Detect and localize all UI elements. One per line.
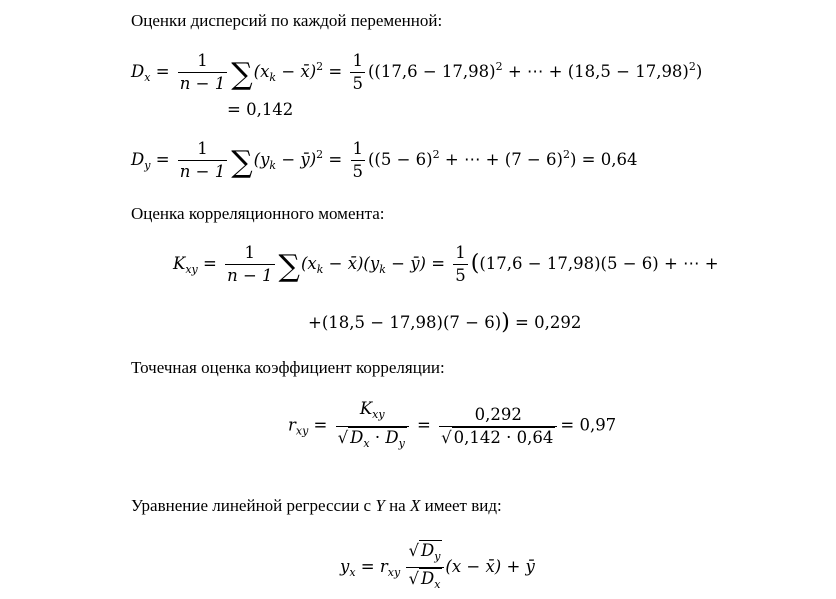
dy-expr-mid: + ⋯ + (7 − 6)	[439, 150, 563, 169]
kxy-term2-rest: − ȳ) =	[385, 254, 446, 273]
dx-frac5-den: 5	[352, 74, 363, 93]
sqrt-icon: √ $D_x$	[408, 568, 442, 595]
rxy-frac-den	[336, 427, 409, 454]
reg-frac-den	[406, 568, 444, 595]
formula-dx: $D_x$ = $\frac{1}{n - 1}$ $\sum(x_k$ − x̄)$^2$ = $\frac{1}{5}$ ($(17,6 - 17,98)^2$ + ⋯ + $(18,5 - 17,98)^2$)	[131, 51, 703, 93]
sqrt-icon: √ $D_x \cdot D_y$	[338, 427, 407, 454]
heading-regression	[131, 496, 502, 516]
dx-var: D	[131, 62, 145, 81]
h4-y: Y	[375, 496, 385, 515]
reg-r-sub: xy	[387, 566, 401, 579]
dy-expr-end: ) = 0,64	[569, 150, 638, 169]
kxy-fraction-5	[453, 242, 468, 287]
reg-tail: (x − x̄) + ȳ	[445, 557, 535, 576]
kxy-expr: (17,6 − 17,98)(5 − 6) + ⋯ +	[479, 254, 719, 273]
formula-rxy: $r_{xy}$ = $\frac{K_{xy}}{√ D_x \cdot D_y}$ = $\frac{0,292}{√ 0,142 \cdot 0,64}$ = 0,97	[288, 398, 616, 454]
h4-x: X	[409, 496, 421, 515]
dx-expr-mid: + ⋯ + (18,5 − 17,98)	[502, 62, 689, 81]
rxy-fraction	[336, 398, 409, 454]
kxy-sub: xy	[185, 263, 198, 276]
reg-frac-num	[406, 540, 444, 568]
reg-r: r	[379, 557, 388, 576]
kxy-line2: +(18,5 − 17,98)(7 − 6)) = 0,292	[308, 310, 582, 335]
reg-fraction	[406, 540, 444, 595]
rxy-sub: xy	[295, 424, 309, 438]
rxy-num2: 0,292	[439, 404, 557, 427]
dx-term: (x	[253, 62, 270, 81]
kxy-frac-num: 1	[225, 242, 274, 265]
dx-frac-num: 1	[178, 50, 227, 73]
h4-pre: Уравнение линейной регрессии с	[131, 496, 376, 515]
dx-expr-end: )	[695, 62, 703, 81]
dy-fraction	[178, 138, 227, 183]
kxy-term1: (x	[300, 254, 317, 273]
dx-expr: ((17,6 − 17,98)	[367, 62, 496, 81]
kxy-line2-expr: +(18,5 − 17,98)(7 − 6)	[308, 313, 502, 332]
rxy-var: r	[288, 415, 296, 435]
dx-term-sub: k	[269, 71, 277, 84]
dy-term-rest: − ȳ)	[276, 150, 317, 169]
dy-term-sub: k	[269, 159, 277, 172]
sqrt-icon: √ 0,142 · 0,64	[441, 427, 554, 447]
heading-variance: Оценки дисперсий по каждой переменной:	[131, 11, 443, 30]
rxy-result: = 0,97	[560, 415, 617, 435]
dx-fraction	[178, 50, 227, 95]
kxy-line2-end: = 0,292	[509, 313, 582, 332]
reg-var: y	[340, 557, 350, 576]
kxy-term2-sub: k	[379, 263, 386, 276]
kxy-var: K	[173, 254, 186, 273]
heading-correlation-coefficient: Точечная оценка коэффициент корреляции:	[131, 358, 445, 377]
heading-correlation-moment: Оценка корреляционного момента:	[131, 204, 385, 223]
formula-kxy: $K_{xy}$ = $\frac{1}{n - 1}$ $\sum(x_k$ − $x̄)(y_k$ − ȳ) = $\frac{1}{5}$ ((17,6 − 17,98)(5 − 6) + ⋯ +	[173, 243, 719, 285]
formula-regression: $y_x = r_{xy}$ $\frac{√ D_y}{√ D_x}$ (x − x̄) + ȳ	[340, 540, 535, 595]
dx-result: = 0,142	[227, 100, 294, 119]
dy-var: D	[131, 150, 145, 169]
dx-frac-den: n − 1	[179, 74, 226, 93]
dx-fraction-5	[350, 50, 365, 95]
sqrt-icon: √ $D_y$	[408, 540, 442, 567]
kxy-frac5-num: 1	[453, 242, 468, 265]
kxy-frac-den: n − 1	[227, 266, 273, 285]
dy-frac5-num: 1	[351, 138, 366, 161]
formula-dy: $D_y$ = $\frac{1}{n - 1}$ $\sum(y_k$ − ȳ)$^2$ = $\frac{1}{5}$ ($(5 - 6)^2$ + ⋯ + $(7 - 6)^2) = 0,64$	[131, 139, 638, 181]
dy-sub: y	[144, 159, 151, 172]
dx-frac5-num: 1	[350, 50, 365, 73]
dy-frac-num: 1	[178, 138, 227, 161]
dy-frac-den: n − 1	[179, 162, 226, 181]
sum-sign: ∑	[231, 145, 253, 180]
sum-sign: ∑	[231, 57, 253, 92]
kxy-frac5-den: 5	[455, 266, 466, 285]
rxy-fraction-values	[439, 404, 557, 449]
dx-term-rest: − x̄)	[276, 62, 317, 81]
dy-fraction-5	[351, 138, 366, 183]
h4-post: имеет вид:	[420, 496, 502, 515]
h4-mid: на	[384, 496, 410, 515]
reg-sub: x	[349, 566, 356, 579]
sum-sign: ∑	[278, 249, 300, 284]
kxy-term1-sub: k	[316, 263, 324, 276]
dy-frac5-den: 5	[352, 162, 363, 181]
dx-sub: x	[144, 71, 151, 84]
kxy-term1-rest: − x̄)(y	[323, 254, 380, 273]
dy-expr: ((5 − 6)	[368, 150, 433, 169]
kxy-fraction	[225, 242, 274, 287]
dy-term: (y	[253, 150, 270, 169]
rxy-den2	[439, 427, 557, 449]
rxy-frac-num: $K_{xy}$	[336, 398, 409, 427]
